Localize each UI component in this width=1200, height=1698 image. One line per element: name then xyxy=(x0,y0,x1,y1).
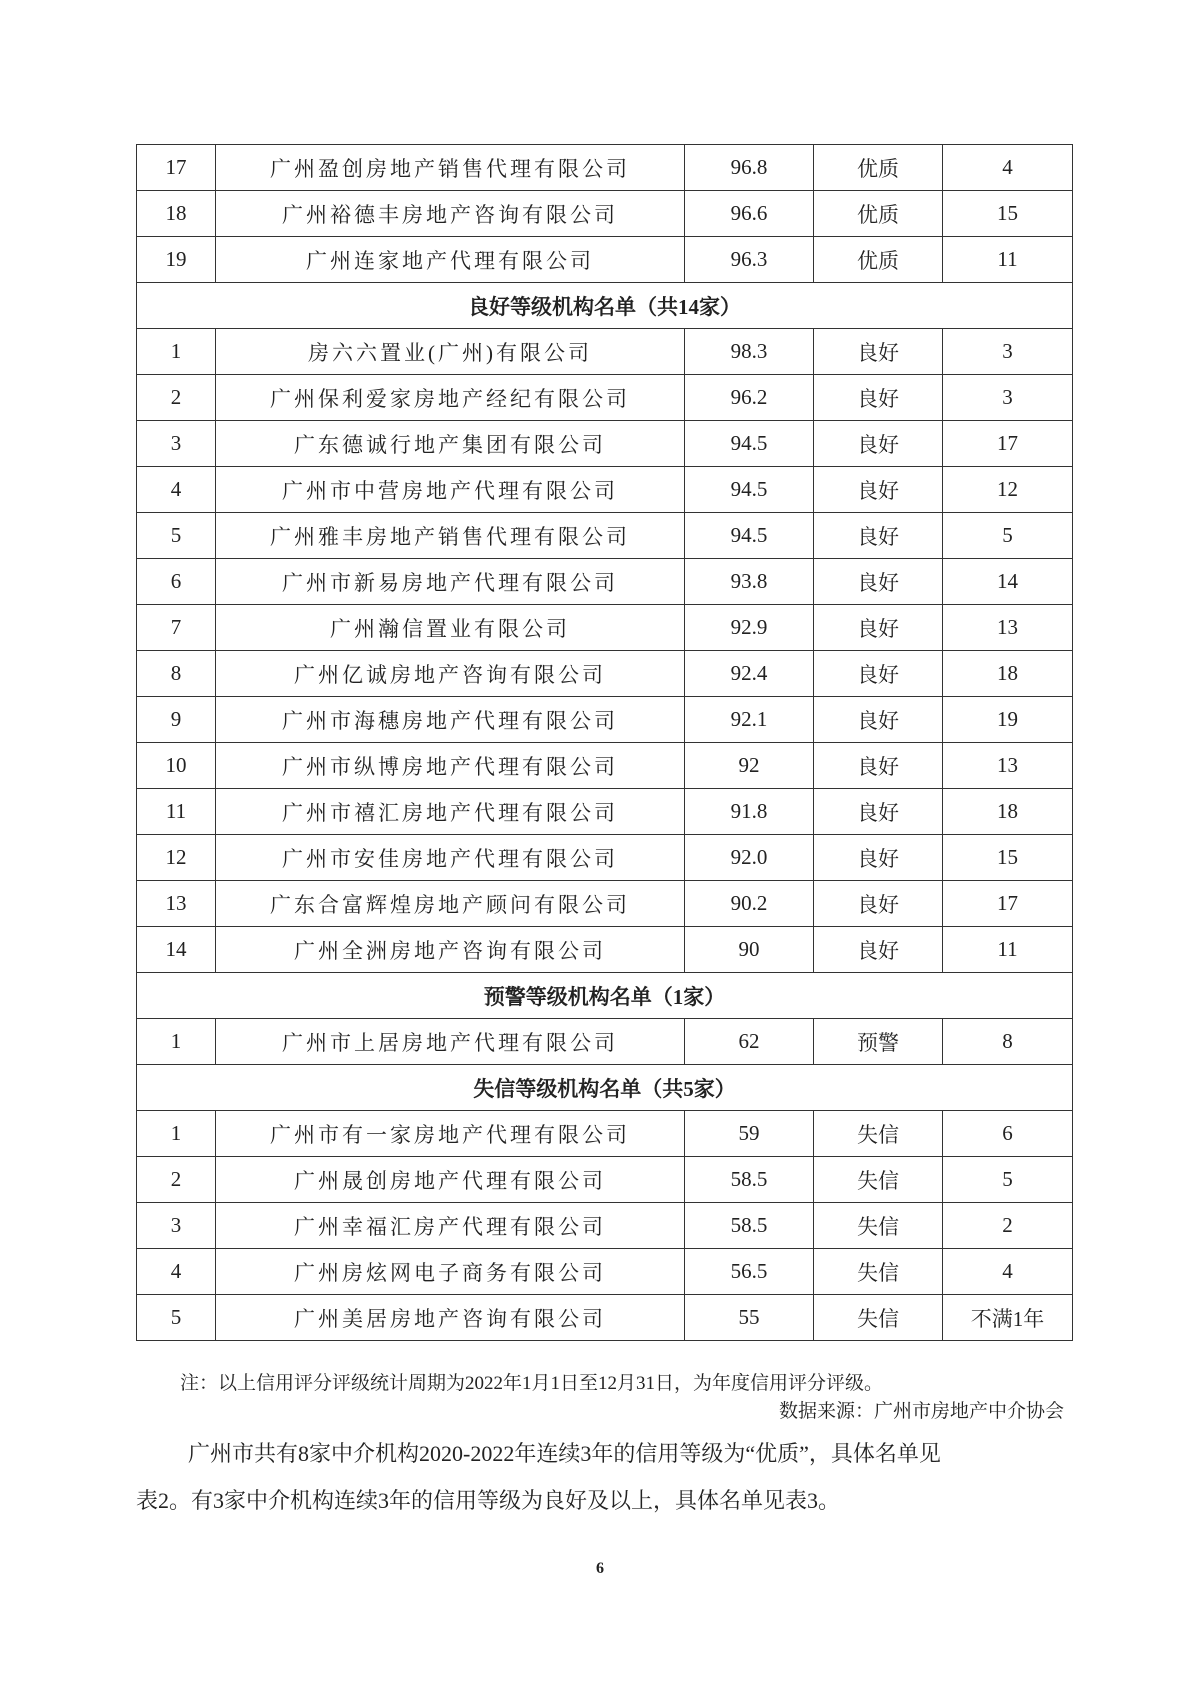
score-cell: 94.5 xyxy=(685,467,814,513)
agency-name-cell: 广东德诚行地产集团有限公司 xyxy=(216,421,685,467)
rank-cell: 1 xyxy=(137,329,216,375)
years-cell: 4 xyxy=(943,1249,1073,1295)
rank-cell: 13 xyxy=(137,881,216,927)
rank-cell: 6 xyxy=(137,559,216,605)
grade-cell: 失信 xyxy=(814,1157,943,1203)
score-cell: 91.8 xyxy=(685,789,814,835)
rank-cell: 1 xyxy=(137,1019,216,1065)
score-cell: 92.0 xyxy=(685,835,814,881)
years-cell: 3 xyxy=(943,375,1073,421)
agency-name-cell: 广州全洲房地产咨询有限公司 xyxy=(216,927,685,973)
grade-cell: 良好 xyxy=(814,743,943,789)
years-cell: 不满1年 xyxy=(943,1295,1073,1341)
paragraph-line-2: 表2。有3家中介机构连续3年的信用等级为良好及以上，具体名单见表3。 xyxy=(136,1488,841,1513)
score-cell: 92.9 xyxy=(685,605,814,651)
table-note: 注：以上信用评分评级统计周期为2022年1月1日至12月31日，为年度信用评分评级。 xyxy=(180,1373,884,1394)
years-cell: 13 xyxy=(943,743,1073,789)
agency-name-cell: 广州雅丰房地产销售代理有限公司 xyxy=(216,513,685,559)
table-row xyxy=(137,237,1073,283)
grade-cell: 良好 xyxy=(814,605,943,651)
table-row xyxy=(137,743,1073,789)
grade-cell: 失信 xyxy=(814,1203,943,1249)
grade-cell: 良好 xyxy=(814,697,943,743)
table-row xyxy=(137,421,1073,467)
score-cell: 58.5 xyxy=(685,1157,814,1203)
score-cell: 62 xyxy=(685,1019,814,1065)
grade-cell: 良好 xyxy=(814,835,943,881)
grade-cell: 优质 xyxy=(814,237,943,283)
grade-cell: 良好 xyxy=(814,881,943,927)
score-cell: 92.4 xyxy=(685,651,814,697)
rank-cell: 2 xyxy=(137,1157,216,1203)
agency-name-cell: 广州亿诚房地产咨询有限公司 xyxy=(216,651,685,697)
rank-cell: 12 xyxy=(137,835,216,881)
score-cell: 56.5 xyxy=(685,1249,814,1295)
years-cell: 18 xyxy=(943,789,1073,835)
agency-name-cell: 广州市禧汇房地产代理有限公司 xyxy=(216,789,685,835)
grade-cell: 良好 xyxy=(814,421,943,467)
rank-cell: 4 xyxy=(137,1249,216,1295)
years-cell: 2 xyxy=(943,1203,1073,1249)
section-heading: 良好等级机构名单（共14家） xyxy=(137,283,1073,329)
table-row xyxy=(137,375,1073,421)
rank-cell: 9 xyxy=(137,697,216,743)
years-cell: 12 xyxy=(943,467,1073,513)
section-heading-row xyxy=(137,283,1073,329)
years-cell: 15 xyxy=(943,835,1073,881)
agency-name-cell: 广州市安佳房地产代理有限公司 xyxy=(216,835,685,881)
table-row xyxy=(137,1295,1073,1341)
score-cell: 58.5 xyxy=(685,1203,814,1249)
data-source: 数据来源：广州市房地产中介协会 xyxy=(778,1401,1064,1422)
section-heading-row xyxy=(137,973,1073,1019)
years-cell: 18 xyxy=(943,651,1073,697)
years-cell: 13 xyxy=(943,605,1073,651)
agency-name-cell: 广州市纵博房地产代理有限公司 xyxy=(216,743,685,789)
agency-name-cell: 广州晟创房地产代理有限公司 xyxy=(216,1157,685,1203)
years-cell: 19 xyxy=(943,697,1073,743)
agency-name-cell: 广州保利爱家房地产经纪有限公司 xyxy=(216,375,685,421)
table-row xyxy=(137,881,1073,927)
grade-cell: 良好 xyxy=(814,927,943,973)
agency-name-cell: 房六六置业(广州)有限公司 xyxy=(216,329,685,375)
years-cell: 8 xyxy=(943,1019,1073,1065)
years-cell: 15 xyxy=(943,191,1073,237)
grade-cell: 失信 xyxy=(814,1249,943,1295)
agency-name-cell: 广州房炫网电子商务有限公司 xyxy=(216,1249,685,1295)
score-cell: 96.8 xyxy=(685,145,814,191)
score-cell: 96.6 xyxy=(685,191,814,237)
agency-name-cell: 广州市海穗房地产代理有限公司 xyxy=(216,697,685,743)
table-row xyxy=(137,789,1073,835)
agency-name-cell: 广州幸福汇房产代理有限公司 xyxy=(216,1203,685,1249)
years-cell: 17 xyxy=(943,421,1073,467)
rank-cell: 14 xyxy=(137,927,216,973)
table-row xyxy=(137,513,1073,559)
page-number: 6 xyxy=(596,1560,604,1577)
years-cell: 5 xyxy=(943,1157,1073,1203)
table-row xyxy=(137,467,1073,513)
table-row xyxy=(137,145,1073,191)
score-cell: 94.5 xyxy=(685,513,814,559)
score-cell: 98.3 xyxy=(685,329,814,375)
grade-cell: 良好 xyxy=(814,789,943,835)
section-heading: 失信等级机构名单（共5家） xyxy=(137,1065,1073,1111)
score-cell: 96.3 xyxy=(685,237,814,283)
section-heading-row xyxy=(137,1065,1073,1111)
table-row xyxy=(137,927,1073,973)
agency-name-cell: 广州市新易房地产代理有限公司 xyxy=(216,559,685,605)
paragraph-line-1: 广州市共有8家中介机构2020-2022年连续3年的信用等级为“优质”，具体名单见 xyxy=(144,1441,941,1466)
rank-cell: 1 xyxy=(137,1111,216,1157)
table-row xyxy=(137,835,1073,881)
grade-cell: 失信 xyxy=(814,1111,943,1157)
rank-cell: 8 xyxy=(137,651,216,697)
grade-cell: 优质 xyxy=(814,191,943,237)
agency-name-cell: 广东合富辉煌房地产顾问有限公司 xyxy=(216,881,685,927)
grade-cell: 良好 xyxy=(814,651,943,697)
years-cell: 4 xyxy=(943,145,1073,191)
grade-cell: 良好 xyxy=(814,559,943,605)
agency-name-cell: 广州裕德丰房地产咨询有限公司 xyxy=(216,191,685,237)
agency-name-cell: 广州美居房地产咨询有限公司 xyxy=(216,1295,685,1341)
rank-cell: 2 xyxy=(137,375,216,421)
grade-cell: 优质 xyxy=(814,145,943,191)
table-row xyxy=(137,191,1073,237)
table-row xyxy=(137,1249,1073,1295)
grade-cell: 良好 xyxy=(814,375,943,421)
table-row xyxy=(137,1157,1073,1203)
grade-cell: 良好 xyxy=(814,467,943,513)
section-heading: 预警等级机构名单（1家） xyxy=(137,973,1073,1019)
rank-cell: 10 xyxy=(137,743,216,789)
rank-cell: 4 xyxy=(137,467,216,513)
agency-name-cell: 广州市中营房地产代理有限公司 xyxy=(216,467,685,513)
score-cell: 92.1 xyxy=(685,697,814,743)
rank-cell: 5 xyxy=(137,513,216,559)
score-cell: 96.2 xyxy=(685,375,814,421)
rank-cell: 11 xyxy=(137,789,216,835)
grade-cell: 失信 xyxy=(814,1295,943,1341)
table-row xyxy=(137,605,1073,651)
rank-cell: 5 xyxy=(137,1295,216,1341)
table-row xyxy=(137,1111,1073,1157)
rank-cell: 3 xyxy=(137,1203,216,1249)
grade-cell: 良好 xyxy=(814,513,943,559)
score-cell: 59 xyxy=(685,1111,814,1157)
table-row xyxy=(137,329,1073,375)
score-cell: 93.8 xyxy=(685,559,814,605)
rank-cell: 19 xyxy=(137,237,216,283)
agency-name-cell: 广州市上居房地产代理有限公司 xyxy=(216,1019,685,1065)
score-cell: 94.5 xyxy=(685,421,814,467)
table-row xyxy=(137,559,1073,605)
credit-rating-table xyxy=(136,144,1073,1341)
rank-cell: 3 xyxy=(137,421,216,467)
years-cell: 6 xyxy=(943,1111,1073,1157)
grade-cell: 良好 xyxy=(814,329,943,375)
years-cell: 11 xyxy=(943,237,1073,283)
score-cell: 92 xyxy=(685,743,814,789)
years-cell: 17 xyxy=(943,881,1073,927)
table-row xyxy=(137,697,1073,743)
years-cell: 5 xyxy=(943,513,1073,559)
agency-name-cell: 广州瀚信置业有限公司 xyxy=(216,605,685,651)
agency-name-cell: 广州盈创房地产销售代理有限公司 xyxy=(216,145,685,191)
table-row xyxy=(137,1019,1073,1065)
years-cell: 14 xyxy=(943,559,1073,605)
rank-cell: 7 xyxy=(137,605,216,651)
table-row xyxy=(137,651,1073,697)
score-cell: 90.2 xyxy=(685,881,814,927)
years-cell: 3 xyxy=(943,329,1073,375)
rank-cell: 17 xyxy=(137,145,216,191)
grade-cell: 预警 xyxy=(814,1019,943,1065)
rank-cell: 18 xyxy=(137,191,216,237)
score-cell: 55 xyxy=(685,1295,814,1341)
years-cell: 11 xyxy=(943,927,1073,973)
agency-name-cell: 广州连家地产代理有限公司 xyxy=(216,237,685,283)
score-cell: 90 xyxy=(685,927,814,973)
table-row xyxy=(137,1203,1073,1249)
agency-name-cell: 广州市有一家房地产代理有限公司 xyxy=(216,1111,685,1157)
